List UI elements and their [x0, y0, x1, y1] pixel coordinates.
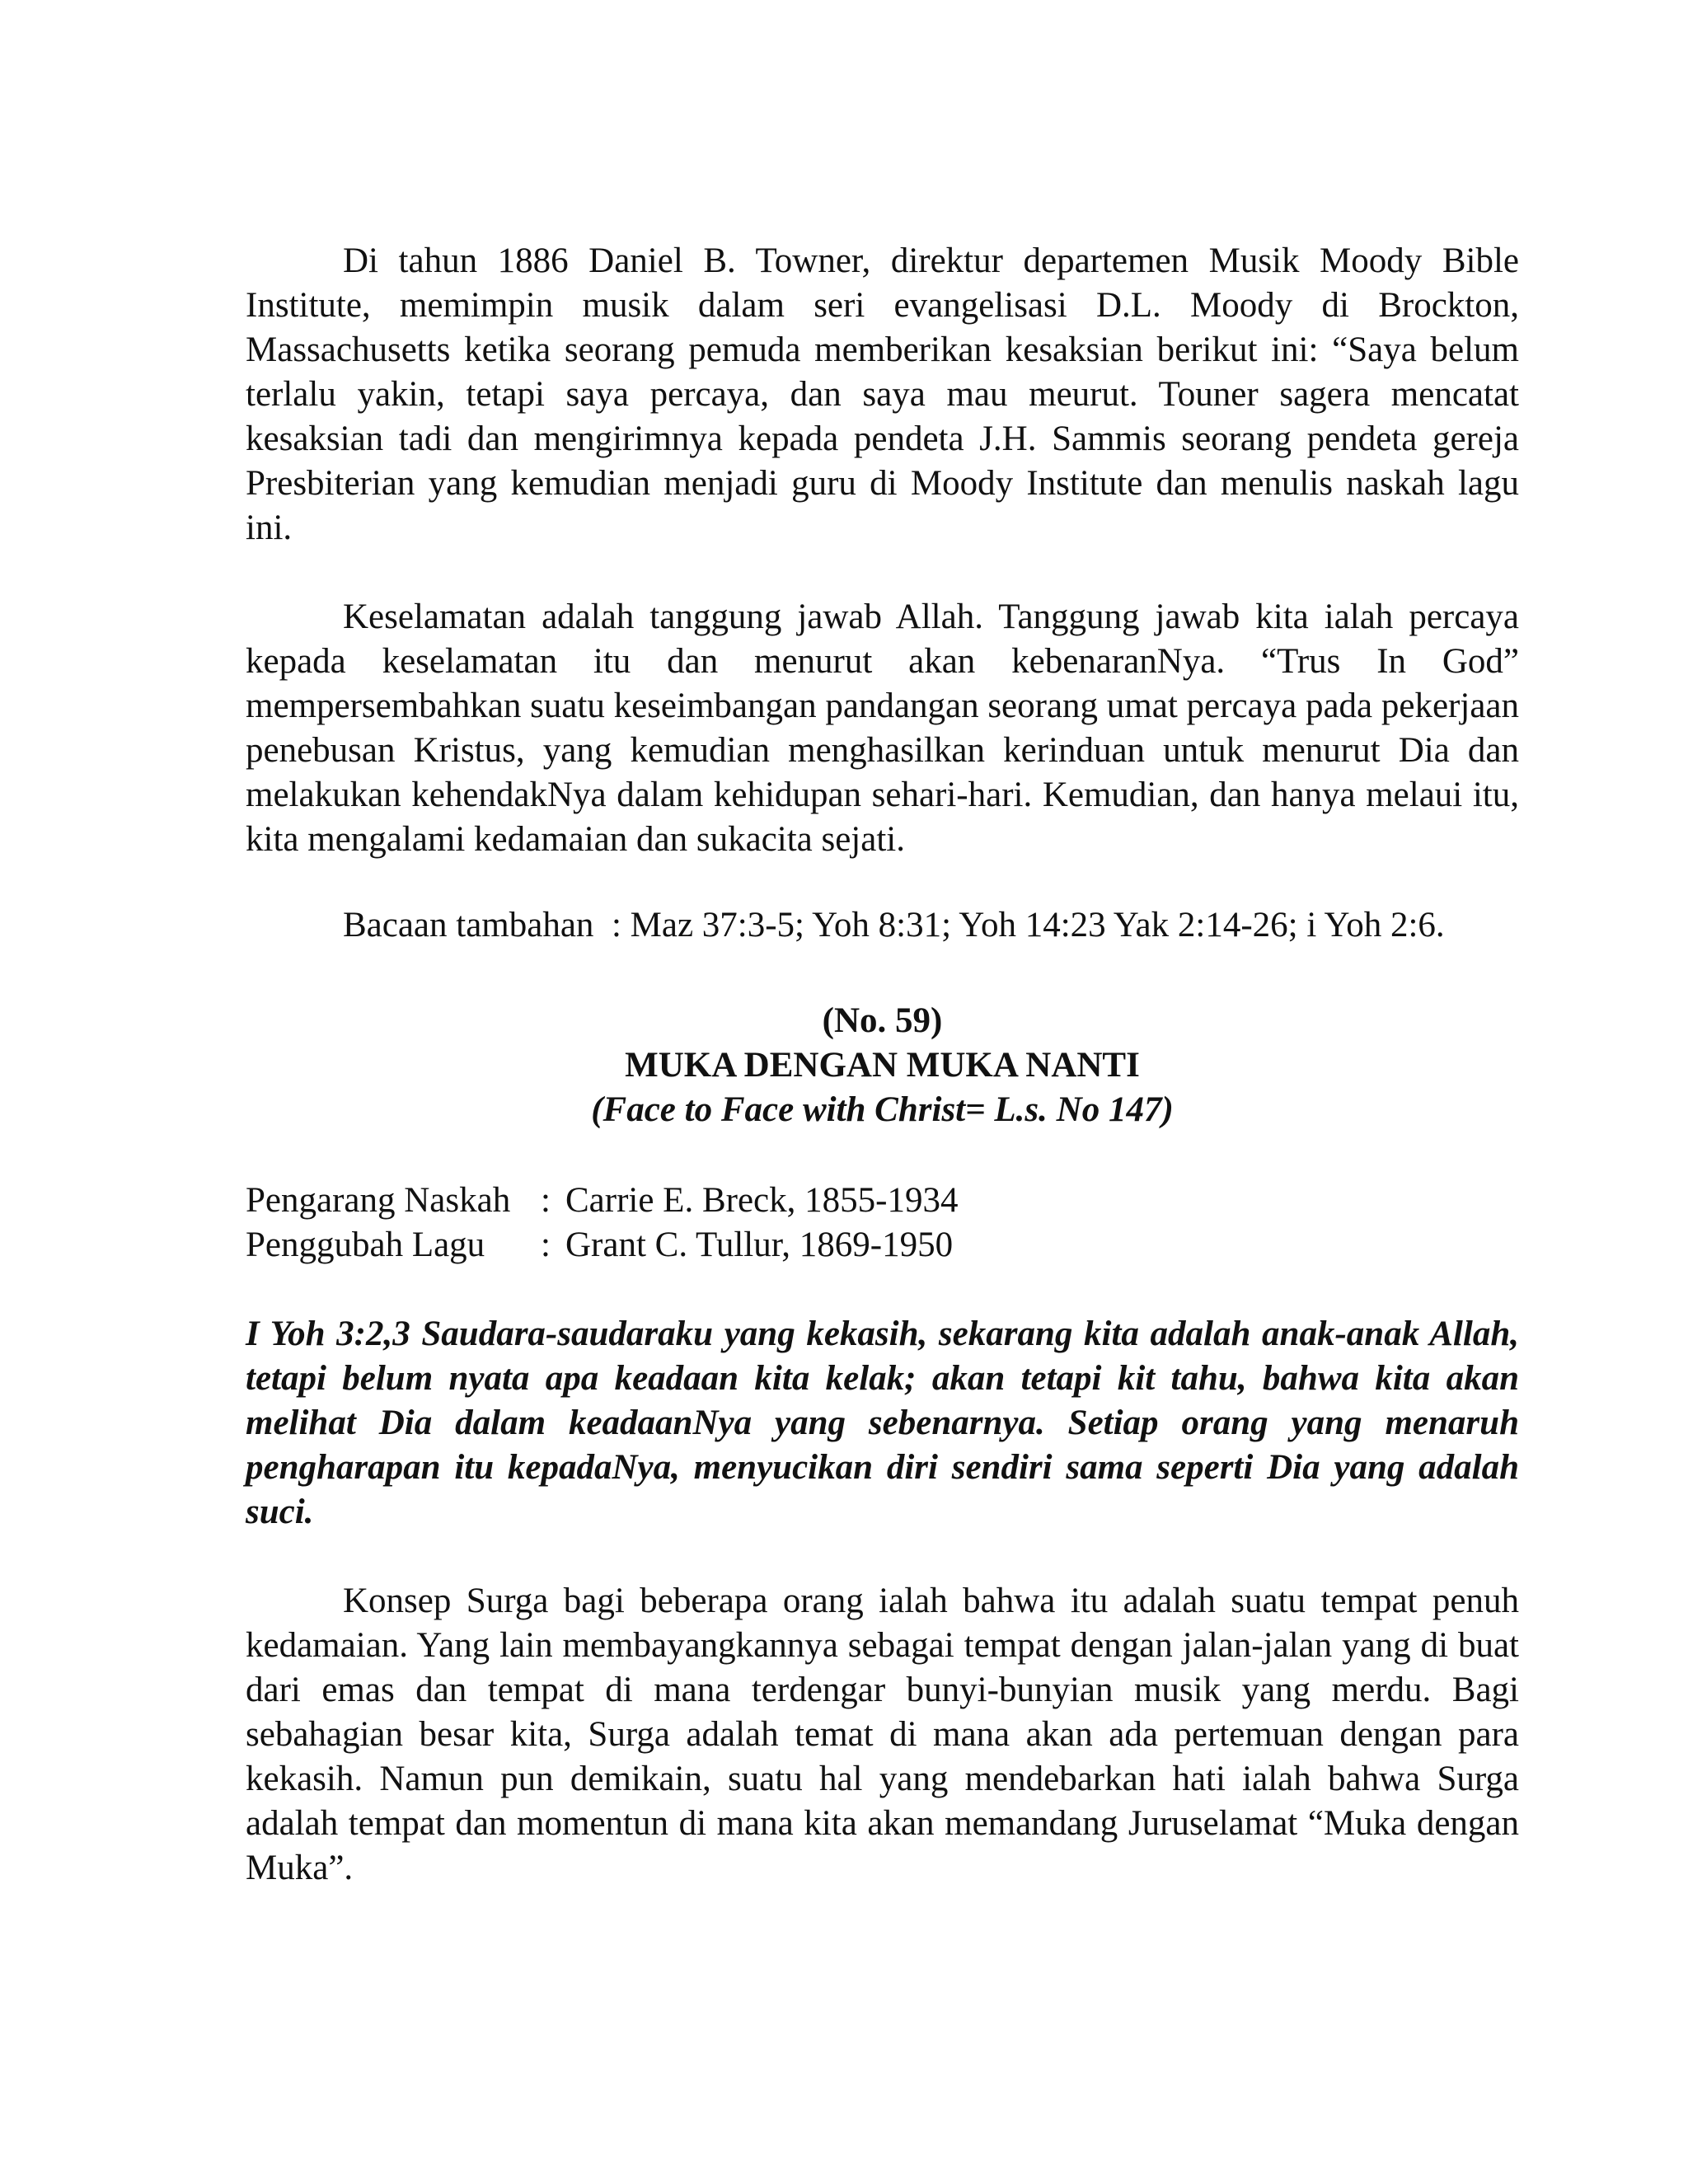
credit-composer-value: Grant C. Tullur, 1869-1950 — [565, 1226, 954, 1264]
paragraph-heaven-concept: Konsep Surga bagi beberapa orang ialah bahwa itu adalah suatu tempat penuh kedamaian. Yang lain membayangkannya sebagai tempat dengan jalan-jalan yang di buat dari emas dan tempat di mana terdengar bunyi-bunyian musik yang merdu. Bagi sebahagian besar kita, Surga adalah temat di mana akan ada pertemuan dengan para kekasih. Namun pun demikain, suatu hal yang mendebarkan hati ialah bahwa Surga adalah tempat dan momentun di mana kita akan memandang Juruselamat “Muka dengan Muka”. — [246, 1582, 1519, 1887]
credit-author-colon: : — [541, 1181, 551, 1220]
hymn-title: MUKA DENGAN MUKA NANTI — [625, 1046, 1140, 1085]
document-page — [246, 239, 1519, 1891]
scripture-verse: I Yoh 3:2,3 Saudara-saudaraku yang kekasih, sekarang kita adalah anak-anak Allah, tetapi belum nyata apa keadaan kita kelak; akan tetapi kit tahu, bahwa kita akan melihat Dia dalam keadaanNya yang sebenarnya. Setiap orang yang menaruh pengharapan itu kepadaNya, menyucikan diri sendiri sama seperti Dia yang adalah suci. — [246, 1315, 1519, 1531]
hymn-credits — [246, 1179, 1519, 1268]
credit-composer-colon: : — [541, 1226, 551, 1264]
paragraph-additional-reading — [246, 903, 1519, 948]
hymn-subtitle: (Face to Face with Christ= L.s. No 147) — [591, 1090, 1174, 1129]
paragraph-salvation: Keselamatan adalah tanggung jawab Allah. Tanggung jawab kita ialah percaya kepada keselamatan itu dan menurut akan kebenaranNya. “Trus In God” mempersembahkan suatu keseimbangan pandangan seorang umat percaya pada pekerjaan penebusan Kristus, yang kemudian menghasilkan kerinduan untuk menurut Dia dan melakukan kehendakNya dalam kehidupan sehari-hari. Kemudian, dan hanya melaui itu, kita mengalami kedamaian dan sukacita sejati. — [246, 598, 1519, 859]
paragraph-history: Di tahun 1886 Daniel B. Towner, direktur departemen Musik Moody Bible Institute, memimpin musik dalam seri evangelisasi D.L. Moody di Brockton, Massachusetts ketika seorang pemuda memberikan kesaksian berikut ini: “Saya belum terlalu yakin, tetapi saya percaya, dan saya mau meurut. Touner sagera mencatat kesaksian tadi dan mengirimnya kepada pendeta J.H. Sammis seorang pendeta gereja Presbiterian yang kemudian menjadi guru di Moody Institute dan menulis naskah lagu ini. — [246, 241, 1519, 547]
hymn-number: (No. 59) — [822, 1001, 943, 1040]
credit-author — [246, 1179, 1519, 1223]
credit-composer — [246, 1223, 1519, 1268]
credit-composer-label: Penggubah Lagu — [246, 1226, 485, 1264]
reading-references: : Maz 37:3-5; Yoh 8:31; Yoh 14:23 Yak 2:14-26; i Yoh 2:6. — [611, 906, 1445, 944]
credit-author-label: Pengarang Naskah — [246, 1181, 511, 1220]
reading-label: Bacaan tambahan — [343, 906, 594, 944]
credit-author-value: Carrie E. Breck, 1855-1934 — [565, 1181, 959, 1220]
